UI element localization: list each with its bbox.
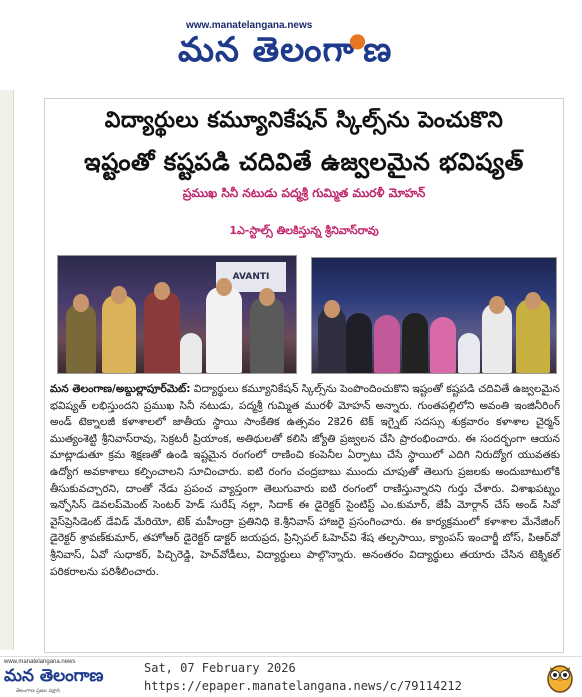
person	[402, 313, 428, 373]
person	[374, 315, 400, 373]
epaper-link[interactable]: https://epaper.manatelangana.news/c/79114212	[144, 679, 462, 693]
person	[206, 287, 242, 373]
person	[346, 313, 372, 373]
person-head	[259, 288, 275, 306]
person	[516, 299, 550, 373]
article-body-text: విద్యార్థులు కమ్యూనికేషన్ స్కిల్స్‌ను పెంపొందించుకొని ఇష్టంతో కష్టపడి చదివితే ఉజ్వలమైన భవిష్యత్ లభిస్తుందని ప్రముఖ సినీ నటుడు, పద్మశ్రీ గుమ్మిత మురళీ మోహన్ అన్నారు. గుంతపల్లిలోని అవంతి ఇంజినీరింగ్ అండ్ టెక్నాలజీ కళాశాలలో జాతీయ స్థాయి సాంకేతిక ఉత్సవం 2కె26 టెక్ ఇగ్నైట్ సదస్సు శుక్రవారం కళాశాల చైర్మన్ ముత్యంశెట్టి శ్రీనివాస్‌రావు, సెక్రటరీ ప్రియాంక, అతిథులతో కలిసి జ్యోతి ప్రజ్వలన చేసి ప్రారంభించారు. ఈ సందర్భంగా ఆయన మాట్లాడుతూ క్రమ శిక్షణతో ఉండి ఇష్టమైన రంగంలో రాణించి కంపెనీల ఏర్పాటు చేసే స్థాయిలో ఎదిగి నిరుద్యోగ యువతకు ఉద్యోగ అవకాశాలు కల్పించాలని సూచించారు. ఐటి రంగం చంద్రబాబు ముందు చూపుతో తెలుగు ప్రజలకు అందుబాటులోకి తీసుకువచ్చారని, దాంతో నేడు ప్రపంచ వ్యాప్తంగా తెలుగువారు ఐటి రంగంలో రాణిస్తున్నారని గుర్తు చేశారు. విశాఖపట్నం ఇన్ఫోసిస్ డెవలప్‌మెంట్ సెంటర్ హెడ్ సురేష్ నల్లా, సిదాక్ ఈ డైరెక్టర్ సైంటిస్ట్ ఎం.కుమార్, జేపీ మోర్గాన్ చేస్ అండ్ సివో వైస్‌ప్రెసిడెంట్ డేవిడ్ మేరియో, టెక్ మహీంద్రా ప్రతినిధి కె.శ్రీనివాస్ హాజరై ప్రసంగించారు. ఈ కార్యక్రమంలో కళాశాల మేనేజింగ్ డైరెక్టర్ శ్రావణ్‌కుమార్, తహోఆర్ డైరెక్టర్ డాక్టర్ జయప్రద, ప్రిన్సిపల్ ఓహెచ్‌వి శేష తల్పసాయి, క్యాంపస్ ఇంచార్జీ బోస్, పిఆర్‌వో శ్రీనివాస్, ఏవో సుధాకర్, పిచ్చిరెడ్డి, హెచ్‌వోడీలు, విద్యార్థులు పాల్గొన్నారు. అనంతరం విద్యార్థులు తయారు చేసిన టెక్నికల్ పరికరాలను పరిశీలించారు.	[50, 383, 560, 578]
event-photo-right	[311, 257, 557, 374]
lamp-icon: ●	[348, 28, 368, 52]
byline: ప్రముఖ సినీ నటుడు పద్మశ్రీ గుమ్మిత మురళీ మోహన్	[182, 186, 426, 200]
person	[144, 291, 180, 373]
award-plaque	[180, 333, 202, 373]
child	[458, 333, 480, 373]
dateline: మన తెలంగాణ/అబ్దుల్లాపూర్‌మెట్:	[50, 383, 191, 395]
masthead-url: www.manatelangana.news	[186, 20, 313, 31]
person-head	[111, 286, 127, 304]
photo-caption: 1ఎ-స్టాల్స్ తిలకిస్తున్న శ్రీనివాస్‌రావు	[229, 224, 379, 237]
left-margin-strip	[0, 90, 14, 650]
person	[102, 295, 136, 373]
college-banner: AVANTI	[216, 262, 286, 292]
headline-line-2: ఇష్టంతో కష్టపడి చదివితే ఉజ్వలమైన భవిష్యత్	[84, 148, 524, 176]
person-head	[489, 296, 505, 314]
person-head	[216, 278, 232, 296]
footer-url[interactable]: www.manatelangana.news	[4, 659, 76, 665]
logo-text: మన తెలంగా	[178, 30, 355, 70]
person	[66, 303, 96, 373]
masthead	[0, 0, 582, 80]
article-body	[50, 381, 560, 580]
person-head	[324, 300, 340, 318]
person	[250, 297, 284, 373]
person-head	[154, 282, 170, 300]
logo-text-end: ణ	[363, 30, 393, 70]
person-head	[73, 294, 89, 312]
event-photo-left	[57, 255, 297, 374]
footer-tagline: తెలంగాణ ప్రజల పక్షాన	[16, 688, 60, 694]
masthead-logo	[178, 30, 392, 78]
footer	[0, 656, 582, 697]
person	[430, 317, 456, 373]
person-head	[525, 292, 541, 310]
footer-logo: మన తెలంగాణ	[4, 666, 104, 686]
publication-date: Sat, 07 February 2026	[144, 661, 296, 675]
headline-line-1: విద్యార్థులు కమ్యూనికేషన్ స్కిల్స్‌ను పెంచుకొని	[104, 108, 504, 133]
owl-icon	[546, 661, 574, 693]
